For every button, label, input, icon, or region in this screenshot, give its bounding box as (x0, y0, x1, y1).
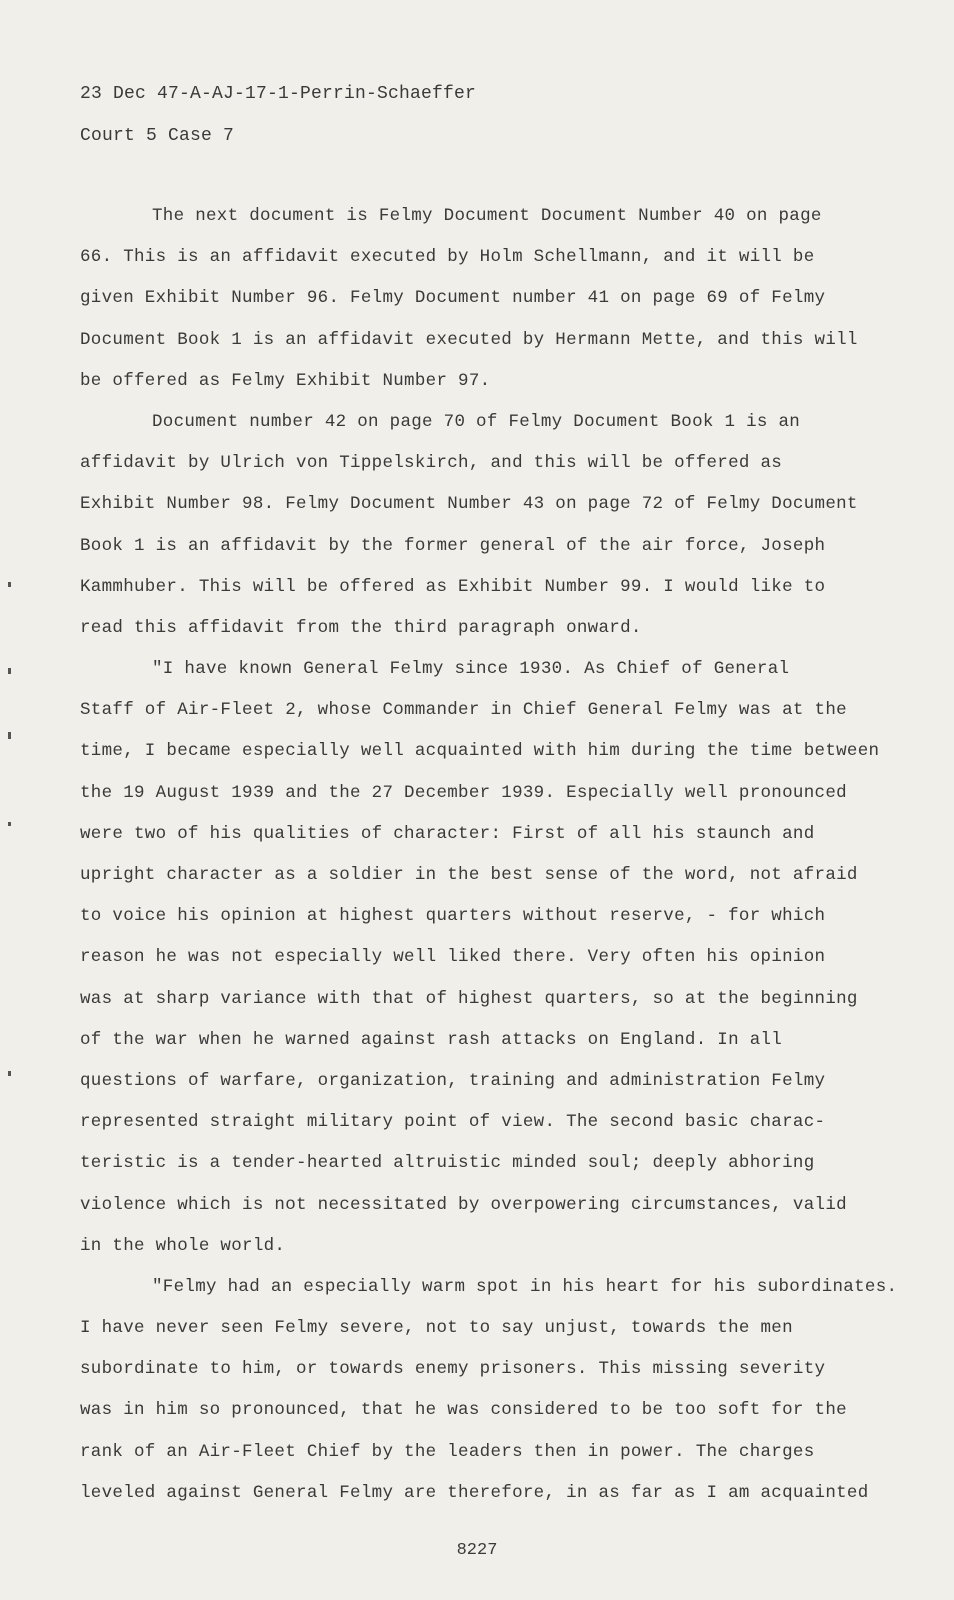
text-line: was in him so pronounced, that he was considered to be too soft for the (80, 1400, 847, 1421)
text-line: read this affidavit from the third paragraph onward. (80, 617, 642, 638)
text-line: to voice his opinion at highest quarters without reserve, - for which (80, 906, 826, 927)
document-body (80, 196, 898, 1514)
text-line: Document Book 1 is an affidavit executed by Hermann Mette, and this will (80, 329, 858, 350)
document-slug: 23 Dec 47-A-AJ-17-1-Perrin-Schaeffer (80, 84, 477, 104)
text-line: given Exhibit Number 96. Felmy Document number 41 on page 69 of Felmy (80, 288, 826, 309)
page-number: 8227 (456, 1541, 498, 1560)
text-line: in the whole world. (80, 1235, 286, 1256)
text-line: I have never seen Felmy severe, not to say unjust, towards the men (80, 1318, 793, 1339)
margin-tick-mark (8, 732, 11, 739)
text-line: the 19 August 1939 and the 27 December 1939. Especially well pronounced (80, 782, 847, 803)
text-line: of the war when he warned against rash attacks on England. In all (80, 1029, 783, 1050)
text-line: affidavit by Ulrich von Tippelskirch, and this will be offered as (80, 453, 783, 474)
text-line: subordinate to him, or towards enemy prisoners. This missing severity (80, 1359, 826, 1380)
text-line: Kammhuber. This will be offered as Exhibit Number 99. I would like to (80, 576, 826, 597)
text-line: were two of his qualities of character: First of all his staunch and (80, 823, 815, 844)
text-line: violence which is not necessitated by overpowering circumstances, valid (80, 1194, 847, 1215)
text-line: Staff of Air-Fleet 2, whose Commander in Chief General Felmy was at the (80, 700, 847, 721)
text-line: was at sharp variance with that of highest quarters, so at the beginning (80, 988, 858, 1009)
text-line: Book 1 is an affidavit by the former general of the air force, Joseph (80, 535, 826, 556)
text-line: upright character as a soldier in the best sense of the word, not afraid (80, 865, 858, 885)
text-line: Exhibit Number 98. Felmy Document Number 43 on page 72 of Felmy Document (80, 494, 858, 515)
text-line: represented straight military point of view. The second basic charac- (80, 1112, 826, 1133)
text-line: Document number 42 on page 70 of Felmy Document Book 1 is an (152, 411, 801, 432)
margin-tick-mark (8, 582, 11, 587)
court-case-label: Court 5 Case 7 (80, 126, 235, 146)
text-line: questions of warfare, organization, training and administration Felmy (80, 1070, 826, 1091)
text-line: rank of an Air-Fleet Chief by the leaders then in power. The charges (80, 1441, 815, 1462)
text-line: The next document is Felmy Document Document Number 40 on page (152, 206, 822, 226)
margin-tick-mark (8, 822, 11, 826)
text-line: teristic is a tender-hearted altruistic minded soul; deeply abhoring (80, 1153, 815, 1174)
text-line: "Felmy had an especially warm spot in his heart for his subordinates. (152, 1276, 898, 1297)
margin-tick-mark (8, 668, 11, 674)
text-line: leveled against General Felmy are therefore, in as far as I am acquainted (80, 1482, 869, 1503)
text-line: "I have known General Felmy since 1930. As Chief of General (152, 659, 790, 680)
text-line: reason he was not especially well liked there. Very often his opinion (80, 947, 826, 968)
margin-tick-mark (8, 1071, 11, 1076)
text-line: 66. This is an affidavit executed by Holm Schellmann, and it will be (80, 247, 815, 268)
text-line: time, I became especially well acquainted with him during the time between (80, 741, 880, 762)
text-line: be offered as Felmy Exhibit Number 97. (80, 370, 491, 391)
